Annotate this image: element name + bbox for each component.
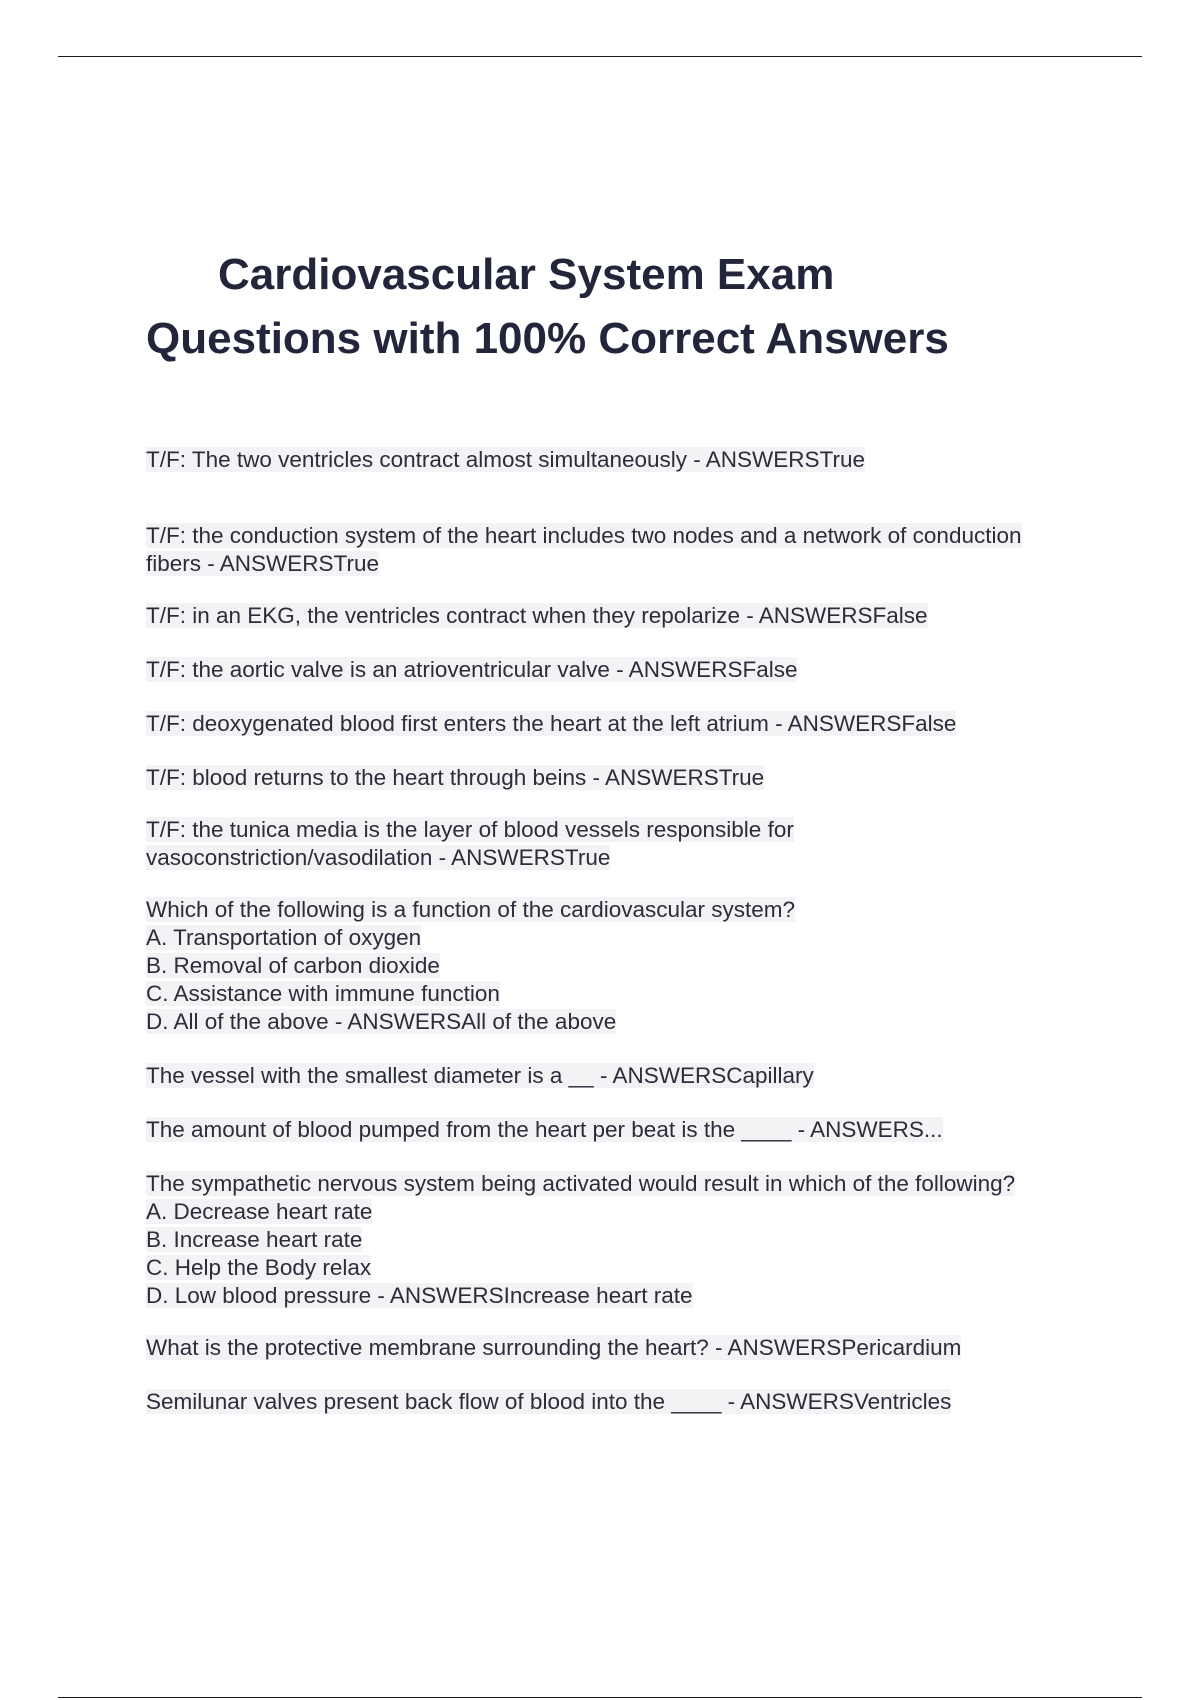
qa-line-text: fibers - ANSWERSTrue	[146, 551, 379, 576]
qa-line	[146, 446, 1096, 474]
qa-line-text: C. Assistance with immune function	[146, 981, 500, 1006]
qa-item	[146, 710, 1096, 738]
qa-line-text: B. Increase heart rate	[146, 1227, 363, 1252]
qa-line	[146, 1062, 1096, 1090]
qa-line-text: A. Transportation of oxygen	[146, 925, 422, 950]
qa-line-text: T/F: in an EKG, the ventricles contract when they repolarize - ANSWERSFalse	[146, 603, 928, 628]
qa-line	[146, 1198, 1096, 1226]
question-answer-list	[146, 422, 1096, 1416]
qa-line	[146, 1388, 1096, 1416]
qa-item	[146, 656, 1096, 684]
qa-item	[146, 816, 1096, 872]
qa-line-text: Semilunar valves present back flow of blood into the ____ - ANSWERSVentricles	[146, 1389, 952, 1414]
header-rule	[58, 56, 1142, 57]
qa-line	[146, 1254, 1096, 1282]
qa-line	[146, 522, 1096, 550]
qa-line-text: What is the protective membrane surrounding the heart? - ANSWERSPericardium	[146, 1335, 962, 1360]
qa-line-text: B. Removal of carbon dioxide	[146, 953, 440, 978]
qa-item	[146, 1116, 1096, 1144]
qa-item	[146, 896, 1096, 1036]
qa-line-text: D. Low blood pressure - ANSWERSIncrease heart rate	[146, 1283, 693, 1308]
qa-line	[146, 924, 1096, 952]
qa-line-text: Which of the following is a function of the cardiovascular system?	[146, 897, 796, 922]
qa-item	[146, 1062, 1096, 1090]
qa-line-text: D. All of the above - ANSWERSAll of the above	[146, 1009, 617, 1034]
qa-line	[146, 550, 1096, 578]
qa-item	[146, 1334, 1096, 1362]
footer-rule	[58, 1697, 1142, 1698]
qa-line-text: T/F: the conduction system of the heart includes two nodes and a network of conduction	[146, 523, 1022, 548]
title-line-2: Questions with 100% Correct Answers	[146, 314, 949, 363]
qa-line	[146, 1170, 1096, 1198]
qa-line-text: The vessel with the smallest diameter is a __ - ANSWERSCapillary	[146, 1063, 814, 1088]
qa-line	[146, 1334, 1096, 1362]
qa-item	[146, 1170, 1096, 1310]
page-title	[146, 243, 1106, 371]
qa-line-text: T/F: the aortic valve is an atrioventricular valve - ANSWERSFalse	[146, 657, 798, 682]
qa-line-text: T/F: The two ventricles contract almost simultaneously - ANSWERSTrue	[146, 447, 865, 472]
qa-line	[146, 1008, 1096, 1036]
qa-line	[146, 844, 1096, 872]
qa-line	[146, 1116, 1096, 1144]
qa-line	[146, 710, 1096, 738]
qa-item	[146, 446, 1096, 474]
qa-line	[146, 656, 1096, 684]
qa-line-text: The sympathetic nervous system being activated would result in which of the following?	[146, 1171, 1016, 1196]
qa-item	[146, 764, 1096, 792]
qa-line-text: vasoconstriction/vasodilation - ANSWERSTrue	[146, 845, 611, 870]
qa-line-text: T/F: blood returns to the heart through beins - ANSWERSTrue	[146, 765, 765, 790]
qa-line-text: The amount of blood pumped from the heart per beat is the ____ - ANSWERS...	[146, 1117, 943, 1142]
qa-line-text: C. Help the Body relax	[146, 1255, 372, 1280]
qa-line	[146, 980, 1096, 1008]
qa-item	[146, 1388, 1096, 1416]
title-line-1: Cardiovascular System Exam	[218, 250, 835, 299]
qa-line	[146, 602, 1096, 630]
qa-line	[146, 1282, 1096, 1310]
qa-item	[146, 602, 1096, 630]
qa-line	[146, 764, 1096, 792]
qa-line-text: A. Decrease heart rate	[146, 1199, 373, 1224]
qa-line-text: T/F: deoxygenated blood first enters the heart at the left atrium - ANSWERSFalse	[146, 711, 957, 736]
qa-line-text: T/F: the tunica media is the layer of blood vessels responsible for	[146, 817, 794, 842]
qa-line	[146, 816, 1096, 844]
qa-item	[146, 522, 1096, 578]
qa-line	[146, 1226, 1096, 1254]
qa-line	[146, 896, 1096, 924]
qa-line	[146, 952, 1096, 980]
